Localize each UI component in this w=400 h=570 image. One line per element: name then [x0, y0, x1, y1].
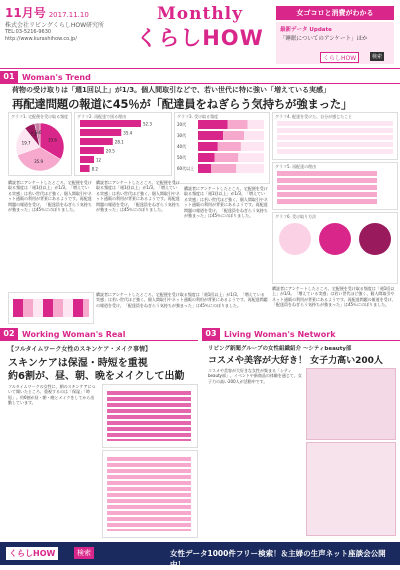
footer-banner[interactable]	[0, 542, 400, 569]
rule	[0, 68, 400, 69]
section2-chart2	[102, 450, 198, 538]
section3-kicker: リビング新聞グループの女性組織紹介 ～シティbeauty部	[208, 346, 352, 352]
bar	[80, 165, 90, 172]
bar	[80, 138, 113, 145]
footer-search-button[interactable]: 検索	[74, 547, 94, 559]
group-photo	[306, 442, 396, 536]
stacked-bar-segment	[241, 142, 264, 151]
stacked-bar-segment	[211, 164, 236, 173]
pie-value-label: 7.2	[30, 131, 37, 137]
bar	[80, 147, 104, 154]
section2-chart1-bars	[107, 391, 191, 441]
section3-headline: コスメや美容が大好き！ 女子力高い200人	[208, 356, 383, 366]
section1-title: Woman's Trend	[22, 72, 91, 82]
chart5-title: グラフ5. 再配達の理由	[275, 164, 317, 169]
contact-info	[5, 29, 77, 43]
chart1	[8, 112, 72, 176]
pie-value-label: 19.7	[21, 140, 31, 146]
chart5	[272, 162, 398, 210]
rule	[0, 340, 198, 341]
chart3	[174, 112, 270, 184]
category-label: 20代	[177, 122, 187, 127]
pie-value-label: 33.6	[48, 137, 57, 143]
bar-value-label: 28.1	[114, 139, 124, 145]
stacked-bar-segment	[215, 153, 239, 162]
issue-date: 2017.11.10	[48, 11, 89, 19]
section2-chart1	[102, 384, 198, 448]
masthead	[0, 0, 400, 68]
company-name: 株式会社リビングくらしHOW研究所	[5, 22, 105, 29]
section1-headline: 再配達問題の報道に45％が「配達員をねぎらう気持ちが強まった」	[12, 97, 353, 111]
bar	[80, 156, 94, 163]
section2-kicker: 【フルタイムワーク女性のスキンケア・メイク事情】	[8, 346, 151, 353]
section2-headline1: スキンケアは保湿・時短を重視	[8, 358, 148, 369]
donut	[319, 223, 351, 255]
category-label: 40代	[177, 144, 187, 149]
update-heading: 最新データ Update	[280, 27, 332, 33]
footer-logo[interactable]: くらしHOW	[6, 547, 58, 560]
stacked-bar-segment	[198, 120, 228, 129]
rule	[202, 340, 400, 341]
stacked-bar-segment	[236, 164, 264, 173]
section1-body-col3: 購読者にアンケートしたところ、宅配便を受け取る頻度は「週1回以上」が1/3。「増えている実感」は若い世代ほど強く、個人間取引やネット通販の利用が背景にあるようです。再配達問題の報道を受け、「配達員をねぎらう気持ちが強まった」は45％にのぼりました。	[184, 186, 268, 219]
donut	[279, 223, 311, 255]
footer-message: 女性データ1000件フリー検索！＆主婦の生声ネット座談会公開中！	[170, 549, 386, 569]
stacked-bar-segment	[198, 164, 211, 173]
chart4	[272, 112, 398, 160]
section1-kicker: 荷物の受け取りは「週1回以上」が1/3。個人間取引などで、若い世代に特に強い「増えている実感」	[12, 86, 331, 94]
chart1-title: グラフ1. 宅配便を受け取る頻度	[11, 114, 69, 119]
section2-headline2: 約6割が、昼、朝、晩をメイクして出勤	[8, 371, 185, 382]
issue-number: 11月号 2017.11.10	[5, 6, 89, 20]
chart4-title: グラフ4. 配達を受けた、自分が感じたこと	[275, 114, 353, 119]
section3-title: Living Woman's Network	[224, 329, 336, 339]
update-text: 「睡眠についてのアンケート」ほか	[280, 36, 368, 42]
section1-body-col1: 購読者にアンケートしたところ、宅配便を受け取る頻度は「週1回以上」が1/3。「増えている実感」は若い世代ほど強く、個人間取引やネット通販の利用が背景にあるようです。再配達問題の報道を受け、「配達員をねぎらう気持ちが強まった」は45％にのぼりました。	[8, 180, 92, 213]
section2-header	[0, 328, 198, 340]
event-photo	[306, 368, 396, 440]
section1-number: 01	[0, 71, 18, 83]
category-label: 60代以上	[177, 166, 195, 171]
stacked-bar-segment	[244, 131, 264, 140]
url-link[interactable]: http://www.kurashihow.co.jp/	[5, 36, 77, 42]
category-label: 30代	[177, 133, 187, 138]
section1-note: 購読者にアンケートしたところ、宅配便を受け取る頻度は「週1回以上」が1/3。「増えている実感」は若い世代ほど強く、個人間取引やネット通販の利用が背景にあるようです。再配達問題の報道を受け、「配達員をねぎらう気持ちが強まった」は45％にのぼりました。	[96, 292, 268, 308]
stacked-bar-segment	[223, 131, 244, 140]
chart7-bars	[13, 299, 89, 317]
pie-value-label: 35.9	[34, 158, 44, 164]
chart3-svg	[176, 120, 268, 182]
section1-header	[0, 71, 91, 83]
brand-logo	[130, 4, 270, 52]
bar-value-label: 20.5	[105, 148, 115, 154]
brand-name: くらしHOW	[136, 26, 264, 50]
section3-number: 03	[202, 328, 220, 340]
stacked-bar-segment	[228, 120, 248, 129]
bar-value-label: 35.4	[123, 130, 133, 136]
stacked-bar-segment	[198, 131, 223, 140]
small-logo[interactable]: くらしHOW	[320, 52, 359, 63]
chart5-bars	[277, 171, 377, 205]
chart2-title: グラフ2. 再配達で困る理由	[77, 114, 127, 119]
bar-value-label: 52.3	[143, 121, 152, 127]
stacked-bar-segment	[238, 153, 264, 162]
chart2-svg	[76, 120, 170, 174]
section2-chart2-bars	[107, 457, 191, 531]
category-label: 50代	[177, 155, 187, 160]
rule	[0, 83, 400, 84]
pie-value-label: 3.6	[35, 130, 42, 136]
phone: TEL:03-5216-9630	[5, 29, 52, 35]
chart6-title: グラフ6. 受け取り方法	[275, 214, 317, 219]
section2-body: フルタイムワークの女性に、朝のスキンケアについて聞いたところ、重視するのは「保湿」「時短」。約6割が昼・朝・晩とメイクをしてから出勤しています。	[8, 384, 96, 406]
small-search-button[interactable]: 検索	[372, 54, 383, 60]
section3-body: コスメや美容が大好きな女性が集まる「シティbeauty部」。イベントや新商品の体験を通じて、女子力の高い200人が活動中です。	[208, 368, 302, 384]
stacked-bar-segment	[198, 153, 215, 162]
bar	[80, 129, 121, 136]
bar-value-label: 12	[96, 157, 102, 163]
chart4-bars	[277, 121, 393, 155]
chart3-title: グラフ3. 受け取る頻度	[177, 114, 219, 119]
section1-body-col2: 購読者にアンケートしたところ、宅配便を受け取る頻度は「週1回以上」が1/3。「増えている実感」は若い世代ほど強く、個人間取引やネット通販の利用が背景にあるようです。再配達問題の報道を受け、「配達員をねぎらう気持ちが強まった」は45％にのぼりました。	[96, 180, 180, 213]
chart1-svg	[9, 119, 71, 175]
stacked-bar-segment	[198, 142, 218, 151]
section2-title: Working Woman's Real	[22, 329, 126, 339]
section3-header	[202, 328, 400, 340]
stacked-bar-segment	[218, 142, 241, 151]
bar-value-label: 8.2	[91, 166, 98, 172]
brand-monthly: Monthly	[156, 4, 244, 24]
tagline: 女ゴコロと消費がわかる	[276, 6, 394, 20]
section2-number: 02	[0, 328, 18, 340]
chart6	[272, 212, 398, 284]
chart2	[74, 112, 172, 176]
stacked-bar-segment	[248, 120, 265, 129]
bar	[80, 120, 141, 127]
section1-right-note: 購読者にアンケートしたところ、宅配便を受け取る頻度は「週1回以上」が1/3。「増えている実感」は若い世代ほど強く、個人間取引やネット通販の利用が背景にあるようです。再配達問題の報道を受け、「配達員をねぎらう気持ちが強まった」は45％にのぼりました。	[272, 286, 396, 308]
donut	[359, 223, 391, 255]
chart7	[8, 292, 94, 324]
